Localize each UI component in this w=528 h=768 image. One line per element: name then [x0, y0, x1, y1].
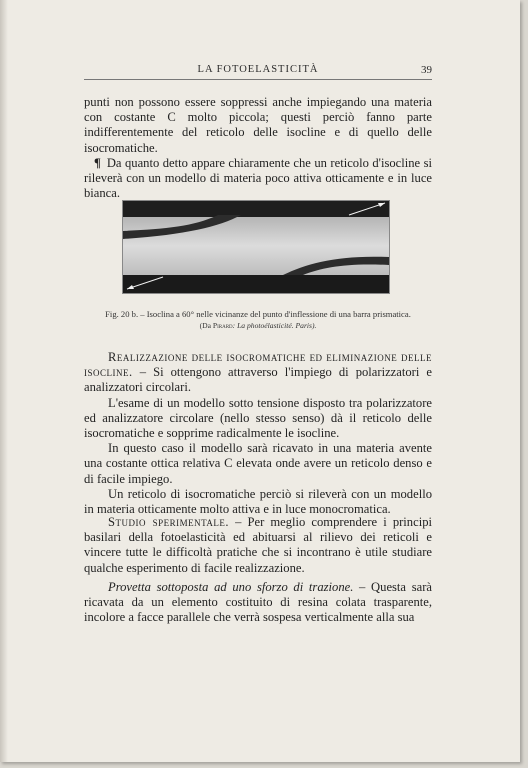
pilcrow-mark: ¶ [94, 155, 101, 170]
paragraph-isocline [84, 156, 432, 202]
section-provetta-paragraph [84, 580, 432, 626]
paragraph-continuation: punti non possono essere soppressi anche impiegando una materia con costante C molto piccola; questi perciò fanno parte indifferentemente del reticolo delle isocline e di quello delle isocromatiche. [84, 95, 432, 155]
page-spine-shadow [0, 0, 8, 762]
credit-prefix: (Da [199, 321, 213, 330]
running-title: LA FOTOELASTICITÀ [197, 64, 319, 75]
bar-body [123, 217, 389, 275]
credit-rest: : La photoélasticité. Paris). [232, 321, 317, 330]
opening-text-block [84, 95, 432, 201]
section-heading-isocromatiche: Realizzazione delle isocromatiche ed eliminazione delle isocline. [84, 350, 432, 380]
section-studio [84, 515, 432, 576]
paragraph-circular-analyzer: L'esame di un modello sotto tensione disposto tra polarizzatore ed analizzatore circolare (nello stesso senso) dà il reticolo delle isocromatiche e sopprime radicalmente le isocline. [84, 395, 432, 441]
figure-caption-text: Fig. 20 b. – Isoclina a 60° nelle vicinanze del punto d'inflessione di una barra prismatica. [105, 309, 411, 319]
credit-author: Pirard [212, 321, 233, 330]
section-studio-text: – Per meglio comprendere i principi basilari della fotoelasticità ed abituarsi al rilievo dei reticoli e vincere tutte le difficoltà pratiche che si incontrano è utile studiare qualche esperimento di facile realizzazione. [84, 515, 432, 575]
page-number: 39 [421, 64, 432, 76]
figure-illustration [123, 201, 389, 293]
figure-credit [84, 320, 432, 332]
section-isocromatiche-intro-text: – Si ottengono attraverso l'impiego di polarizzatori e analizzatori circolari. [84, 365, 432, 395]
section-heading-provetta: Provetta sottoposta ad uno sforzo di trazione. [108, 580, 354, 594]
bar-bottom-edge [123, 275, 389, 293]
section-isocromatiche [84, 350, 432, 517]
section-provetta-text: – Questa sarà ricavata da un elemento costituito di resina colata trasparente, incolore a facce parallele che verrà sospesa verticalmente alla sua [84, 580, 432, 625]
paragraph-monochromatic: Un reticolo di isocromatiche perciò si rileverà con un modello in materia otticamente molto attiva e in luce monocromatica. [84, 486, 432, 517]
section-heading-studio: Studio sperimentale. [108, 515, 230, 529]
figure-caption [84, 308, 432, 332]
section-provetta [84, 580, 432, 626]
paragraph-optical-constant: In questo caso il modello sarà ricavato in una materia avente una costante ottica relativa C elevata onde avere un reticolo denso e di facile impiego. [84, 441, 432, 486]
paragraph-isocline-text: Da quanto detto appare chiaramente che un reticolo d'isocline si rileverà con un modello di materia poco attiva otticamente e in luce bianca. [84, 155, 432, 201]
running-header [84, 64, 432, 80]
section-studio-paragraph [84, 515, 432, 576]
figure-photo-isocline [122, 200, 390, 294]
section-isocromatiche-intro [84, 350, 432, 396]
